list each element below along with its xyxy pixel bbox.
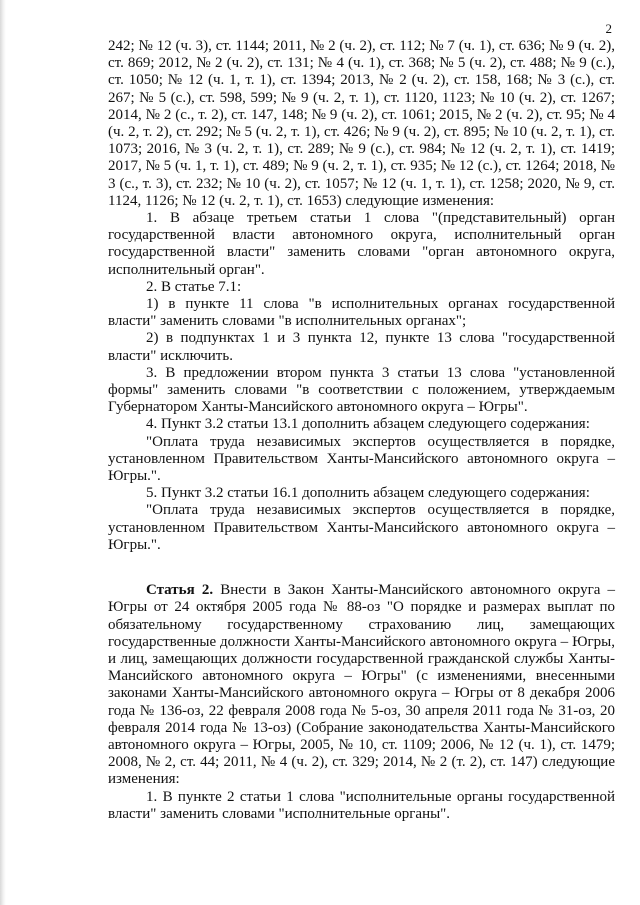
article1-item-2-sub-1: 1) в пункте 11 слова "в исполнительных органах государственной власти" заменить словами "в исполнительных органах"; bbox=[108, 296, 615, 330]
intro-paragraph: 242; № 12 (ч. 3), ст. 1144; 2011, № 2 (ч. 2), ст. 112; № 7 (ч. 1), ст. 636; № 9 (ч. 2), ст. 869; 2012, № 2 (ч. 2), ст. 131; № 4 (ч. 1), ст. 368; № 5 (ч. 2), ст. 488; № 9 (с.), ст. 1050; № 12 (ч. 1, т. 1), ст. 1394; 2013, № 2 (ч. 2), ст. 158, 168; № 3 (с.), ст. 267; № 5 (с.), ст. 598, 599; № 9 (ч. 2, т. 1), ст. 1120, 1123; № 10 (ч. 2), ст. 1267; 2014, № 2 (с., т. 2), ст. 147, 148; № 9 (ч. 2), ст. 1061; 2015, № 2 (ч. 2), ст. 95; № 4 (ч. 2, т. 2), ст. 292; № 5 (ч. 2, т. 1), ст. 426; № 9 (ч. 2), ст. 895; № 10 (ч. 2, т. 1), ст. 1073; 2016, № 3 (ч. 2, т. 1), ст. 289; № 9 (с.), ст. 984; № 12 (ч. 2, т. 1), ст. 1419; 2017, № 5 (ч. 1, т. 1), ст. 489; № 9 (ч. 2, т. 1), ст. 935; № 12 (с.), ст. 1264; 2018, № 3 (с., т. 3), ст. 232; № 10 (ч. 2), ст. 1057; № 12 (ч. 1, т. 1), ст. 1258; 2020, № 9, ст. 1124, 1126; № 12 (ч. 2, т. 1), ст. 1653) следующие изменения: bbox=[108, 38, 615, 209]
article1-item-3: 3. В предложении втором пункта 3 статьи 13 слова "установленной формы" заменить словами "в соответствии с положением, утверждаемым Губернатором Ханты-Мансийского автономного округа – Югры". bbox=[108, 364, 615, 416]
article1-item-4: 4. Пункт 3.2 статьи 13.1 дополнить абзацем следующего содержания: bbox=[146, 416, 590, 433]
scan-edge bbox=[0, 0, 6, 905]
article-spacer bbox=[108, 554, 615, 582]
article1-item-4-quote: "Оплата труда независимых экспертов осуществляется в порядке, установленном Правительством Ханты-Мансийского автономного округа – Югры.". bbox=[108, 433, 615, 485]
article2-text: Внести в Закон Ханты-Мансийского автономного округа – Югры от 24 октября 2005 года № 88-оз "О порядке и размерах выплат по обязательному государственному страхованию лиц, замещающих государственные должности Ханты-Мансийского автономного округа – Югры, и лиц, замещающих должности государственной гражданской службы Ханты-Мансийского автономного округа – Югры" (с изменениями, внесенными законами Ханты-Мансийского автономного округа – Югры от 8 декабря 2006 года № 136-оз, 22 февраля 2008 года № 5-оз, 30 апреля 2011 года № 31-оз, 20 февраля 2014 года № 13-оз) (Собрание законодательства Ханты-Мансийского автономного округа – Югры, 2005, № 10, ст. 1109; 2006, № 12 (ч. 1), ст. 1479; 2008, № 2, ст. 44; 2011, № 4 (ч. 2), ст. 329; 2014, № 2 (т. 2), ст. 147) следующие изменения: bbox=[108, 582, 615, 788]
article2-paragraph bbox=[108, 582, 615, 788]
document-body bbox=[108, 38, 615, 823]
article1-item-5: 5. Пункт 3.2 статьи 16.1 дополнить абзацем следующего содержания: bbox=[146, 485, 590, 502]
article1-item-5-quote: "Оплата труда независимых экспертов осуществляется в порядке, установленном Правительством Ханты-Мансийского автономного округа – Югры.". bbox=[108, 502, 615, 553]
page-number: 2 bbox=[605, 21, 612, 36]
article2-label: Статья 2. bbox=[146, 582, 214, 599]
article1-item-1: 1. В абзаце третьем статьи 1 слова "(представительный) орган государственной власти автономного округа, исполнительный орган государственной власти" заменить словами "орган автономного округа, исполнительный орган". bbox=[108, 210, 615, 278]
article2-item-1: 1. В пункте 2 статьи 1 слова "исполнительные органы государственной власти" заменить словами "исполнительные органы". bbox=[108, 788, 615, 822]
article1-item-2-sub-2: 2) в подпунктах 1 и 3 пункта 12, пункте 13 слова "государственной власти" исключить. bbox=[108, 330, 615, 364]
article1-item-2: 2. В статье 7.1: bbox=[146, 278, 242, 295]
